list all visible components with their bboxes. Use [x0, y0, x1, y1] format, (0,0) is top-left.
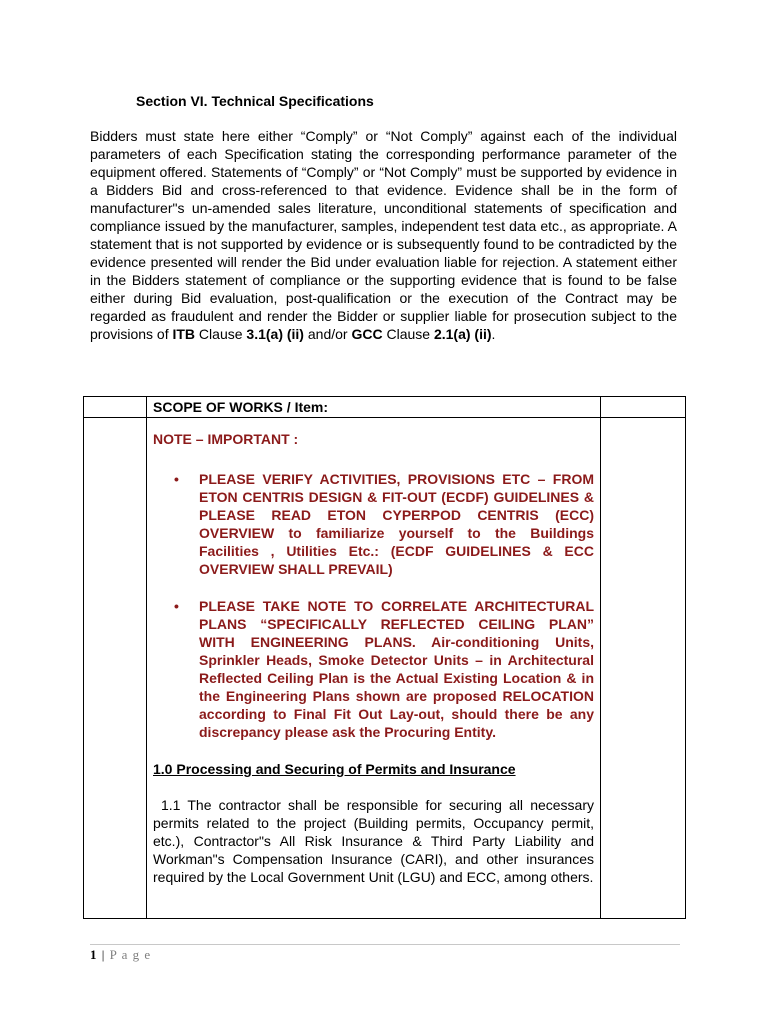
and-or-text: and/or — [303, 326, 352, 342]
table-cell-empty — [601, 418, 686, 919]
note-list — [153, 470, 594, 741]
bullet-icon: • — [174, 471, 179, 487]
scope-of-works-header: SCOPE OF WORKS / Item: — [147, 397, 601, 418]
table-cell-empty — [84, 397, 147, 418]
bullet-text: PLEASE TAKE NOTE TO CORRELATE ARCHITECTURAL PLANS “SPECIFICALLY REFLECTED CEILING PLAN” WITH ENGINEERING PLANS. Air-conditioning Units, Sprinkler Heads, Smoke Detector Units – in Architectural Reflected Ceiling Plan is the Actual Existing Location & in the Engineering Plans shown are proposed RELOCATION according to Final Fit Out Lay-out, should there be any discrepancy please ask the Procuring Entity. — [199, 598, 594, 740]
list-item — [153, 470, 594, 578]
intro-paragraph — [90, 127, 677, 343]
subsection-heading: 1.0 Processing and Securing of Permits and Insurance — [153, 761, 516, 777]
section-title: Section VI. Technical Specifications — [136, 93, 374, 109]
permits-paragraph: 1.1 The contractor shall be responsible for securing all necessary permits related to the project (Building permits, Occupancy permit, etc.), Contractor"s All Risk Insurance & Third Party Liability and Workman"s Compensation Insurance (CARI), and other insurances required by the Local Government Unit (LGU) and ECC, among others. — [153, 797, 594, 885]
intro-end: . — [491, 326, 496, 342]
footer-separator: | — [97, 947, 110, 962]
table-cell-empty — [601, 397, 686, 418]
page-footer — [90, 947, 151, 963]
itb-label: ITB — [172, 326, 196, 342]
table-body-row — [84, 418, 686, 919]
list-item — [153, 597, 594, 741]
page-word: P a g e — [109, 947, 152, 962]
scope-content-cell — [147, 418, 601, 919]
footer-divider — [90, 944, 680, 945]
itb-clause: 3.1(a) (ii) — [246, 326, 304, 342]
bullet-text: PLEASE VERIFY ACTIVITIES, PROVISIONS ETC – FROM ETON CENTRIS DESIGN & FIT-OUT (ECDF) GUIDELINES & PLEASE READ ETON CYPERPOD CENTRIS (ECC) OVERVIEW to familiarize yourself to the Buildings Facilities , Utilities Etc.: (ECDF GUIDELINES & ECC OVERVIEW SHALL PREVAIL) — [199, 471, 594, 577]
bullet-icon: • — [174, 598, 179, 614]
table-header-row — [84, 397, 686, 418]
page-number: 1 — [90, 947, 98, 962]
clause-word: Clause — [382, 326, 434, 342]
gcc-label: GCC — [351, 326, 383, 342]
intro-text: Bidders must state here either “Comply” or “Not Comply” against each of the individual parameters of each Specification stating the corresponding performance parameter of the equipment offered. Statements of “Comply” or “Not Comply” must be supported by evidence in a Bidders Bid and cross-referenced to that evidence. Evidence shall be in the form of manufacturer"s un-amended sales literature, unconditional statements of specification and compliance issued by the manufacturer, samples, independent test data etc., as appropriate. A statement that is not supported by evidence or is subsequently found to be contradicted by the evidence presented will render the Bid under evaluation liable for rejection. A statement either in the Bidders statement of compliance or the supporting evidence that is found to be false either during Bid evaluation, post-qualification or the execution of the Contract may be regarded as fraudulent and render the Bidder or supplier liable for prosecution subject to the provisions of — [90, 128, 677, 342]
note-heading: NOTE – IMPORTANT : — [153, 431, 299, 447]
specification-table — [83, 396, 686, 919]
table-cell-empty — [84, 418, 147, 919]
gcc-clause: 2.1(a) (ii) — [433, 326, 492, 342]
clause-word: Clause — [195, 326, 247, 342]
